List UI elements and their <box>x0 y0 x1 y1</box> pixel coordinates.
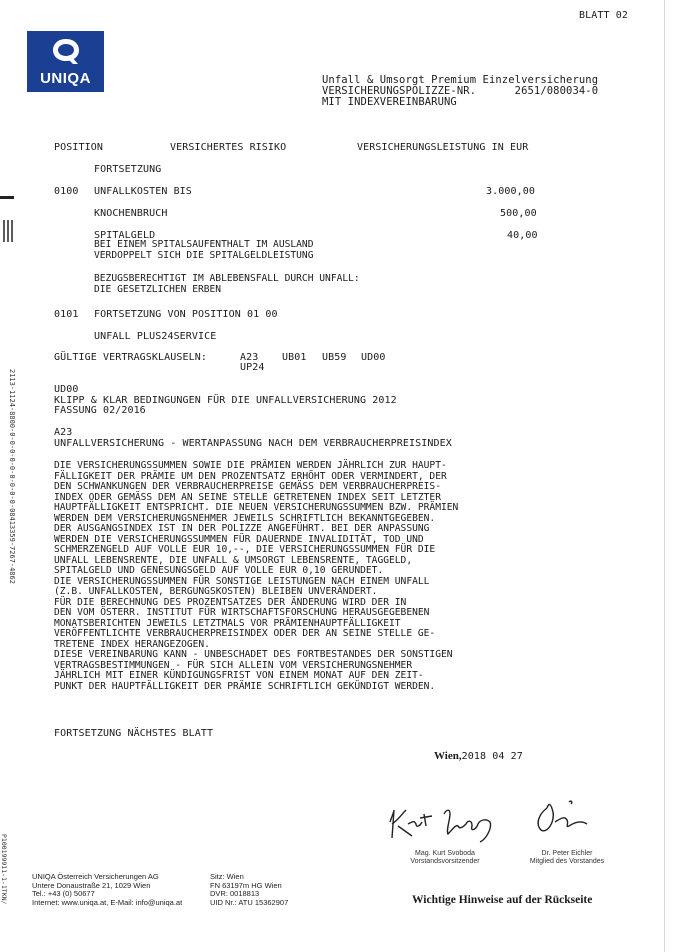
policy-number-label: VERSICHERUNGSPOLIZZE-NR. <box>322 85 477 97</box>
footer-phone: Tel.: +43 (0) 50677 <box>32 889 95 899</box>
signatory-name: Dr. Peter Eichler <box>541 850 593 857</box>
footer-fn: FN 63197m HG Wien <box>210 880 282 890</box>
clause-code: UB59 <box>322 352 347 363</box>
footer-company: UNIQA Österreich Versicherungen AG <box>32 872 159 881</box>
footer-company-block <box>32 873 182 907</box>
position-number: 0100 <box>54 186 79 197</box>
clause-code: UB01 <box>282 352 307 363</box>
signatory-role: Vorstandsvorsitzender <box>410 858 480 865</box>
clause-ud00 <box>54 385 397 417</box>
footer-uid: UID Nr.: ATU 15362907 <box>210 897 289 907</box>
margin-barcode-text: 2113-1124-8800-0-0-0-0-0-0-0-0-0-08413359-7267-4862 <box>8 369 16 584</box>
datamatrix-code <box>3 220 15 242</box>
column-benefit: VERSICHERUNGSLEISTUNG IN EUR <box>357 142 529 153</box>
clause-version: FASSUNG 02/2016 <box>54 405 146 416</box>
position-label: SPITALGELD <box>94 230 156 241</box>
signature-eichler <box>525 790 625 850</box>
signatory-name: Mag. Kurt Svoboda <box>415 850 475 857</box>
clause-code: UD00 <box>54 384 79 395</box>
clause-title: KLIPP & KLAR BEDINGUNGEN FÜR DIE UNFALLVERSICHERUNG 2012 <box>54 394 397 406</box>
logo-emblem-icon <box>49 36 83 66</box>
position-label: UNFALLKOSTEN BIS <box>94 186 192 197</box>
position-amount: 40,00 <box>507 230 538 241</box>
page-number: BLATT 02 <box>579 10 628 21</box>
signatory-right <box>512 850 622 866</box>
footer-registry-block <box>210 873 288 907</box>
uniqa-logo <box>27 31 104 92</box>
continuation-label: FORTSETZUNG <box>94 164 162 175</box>
footer-seat: Sitz: Wien <box>210 872 244 881</box>
signatory-left <box>380 850 510 866</box>
position-amount: 500,00 <box>500 208 537 219</box>
page-edge-line <box>664 0 665 952</box>
product-title: Unfall & Umsorgt Premium Einzelversicherung <box>322 74 599 86</box>
policy-number: 2651/080034-0 <box>514 85 599 97</box>
next-page-note: FORTSETZUNG NÄCHSTES BLATT <box>54 728 214 739</box>
margin-form-code: P100199911-1-1TKN/ <box>0 834 8 905</box>
position-number: 0101 <box>54 309 79 320</box>
place-date <box>434 749 523 762</box>
signature-svoboda <box>372 790 522 850</box>
service-label: UNFALL PLUS24SERVICE <box>94 331 217 342</box>
column-position: POSITION <box>54 142 103 153</box>
clause-code: UP24 <box>240 362 265 373</box>
date: 2018 04 27 <box>461 751 523 762</box>
clause-code: UD00 <box>361 352 386 363</box>
position-label: FORTSETZUNG VON POSITION 01 00 <box>94 309 278 320</box>
place: Wien, <box>434 750 462 762</box>
signatory-role: Mitglied des Vorstandes <box>529 858 605 865</box>
footer-address: Untere Donaustraße 21, 1029 Wien <box>32 880 151 890</box>
footer-dvr: DVR: 0018813 <box>210 889 260 899</box>
clause-title: UNFALLVERSICHERUNG - WERTANPASSUNG NACH DEM VERBRAUCHERPREISINDEX <box>54 437 452 449</box>
spitalgeld-note: BEI EINEM SPITALSAUFENTHALT IM AUSLAND VERDOPPELT SICH DIE SPITALGELDLEISTUNG <box>94 239 314 261</box>
logo-wordmark: UNIQA <box>40 70 91 87</box>
index-agreement-label: MIT INDEXVEREINBARUNG <box>322 96 457 108</box>
footer-note: Wichtige Hinweise auf der Rückseite <box>412 894 593 906</box>
beneficiary-note: BEZUGSBERECHTIGT IM ABLEBENSFALL DURCH UNFALL: DIE GESETZLICHEN ERBEN <box>94 273 360 295</box>
clauses-label: GÜLTIGE VERTRAGSKLAUSELN: <box>54 352 208 363</box>
position-amount: 3.000,00 <box>486 186 535 197</box>
footer-internet: Internet: www.uniqa.at, E-Mail: info@uniqa.at <box>32 897 183 907</box>
clause-code: A23 <box>54 427 73 438</box>
position-label: KNOCHENBRUCH <box>94 208 168 219</box>
fold-mark <box>0 196 14 199</box>
policy-header <box>322 75 598 108</box>
clause-body: DIE VERSICHERUNGSSUMMEN SOWIE DIE PRÄMIEN WERDEN JÄHRLICH ZUR HAUPT- FÄLLIGKEIT DER PRÄMIE UM DEN PROZENTSATZ ERHÖHT ODER VERMINDERT, DER DEN SCHWANKUNGEN DER VERBRAUCHERPREISE GEMÄSS DEM VERBRAUCHERPREIS- INDEX ODER GEMÄSS DEM AN SEINE STELLE GETRETENEN INDEX SEIT LETZTER HAUPTFÄLLIGKEIT ENTSPRICHT. DIE NEUEN VERSICHERUNGSSUMMEN BZW. PRÄMIEN WERDEN DEM VERSICHERUNGSNEHMER JEWEILS SCHRIFTLICH BEKANNTGEGEBEN. DER AUSGANGSINDEX IST IN DER POLIZZE ANGEFÜHRT. BEI DER ANPASSUNG WERDEN DIE VERSICHERUNGSSUMMEN FÜR DAUERNDE INVALIDITÄT, TOD UND SCHMERZENGELD AUF VOLLE EUR 10,--, DIE VERSICHERUNGSSUMMEN FÜR DIE UNFALL LEBENSRENTE, DIE UNFALL & UMSORGT LEBENSRENTE, TAGGELD, SPITALGELD UND GENESUNGSGELD AUF VOLLE EUR 0,10 GERUNDET. DIE VERSICHERUNGSSUMMEN FÜR SONSTIGE LEISTUNGEN NACH EINEM UNFALL (Z.B. UNFALLKOSTEN, BERGUNGSKOSTEN) BLEIBEN UNVERÄNDERT. FÜR DIE BERECHNUNG DES PROZENTSATZES DER ÄNDERUNG WIRD DER IN DEN VOM ÖSTERR. INSTITUT FÜR WIRTSCHAFTSFORSCHUNG HERAUSGEGEBENEN MONATSBERICHTEN JEWEILS LETZTMALS VOR PRÄMIENHAUPTFÄLLIGKEIT VERÖFFENTLICHTE VERBRAUCHERPREISINDEX ODER DER AN SEINE STELLE GE- TRETENE INDEX HERANGEZOGEN. DIESE VEREINBARUNG KANN - UNBESCHADET DES FORTBESTANDES DER SONSTIGEN VERTRAGSBESTIMMUNGEN - FÜR SICH ALLEIN VOM VERSICHERUNGSNEHMER JÄHRLICH MIT EINER KÜNDIGUNGSFRIST VON EINEM MONAT AUF DEN ZEIT- PUNKT DER HAUPTFÄLLIGKEIT DER PRÄMIE SCHRIFTLICH GEKÜNDIGT WERDEN. <box>54 460 459 692</box>
column-risk: VERSICHERTES RISIKO <box>170 142 287 153</box>
clause-a23 <box>54 428 452 449</box>
clause-code: A23 <box>240 352 259 363</box>
